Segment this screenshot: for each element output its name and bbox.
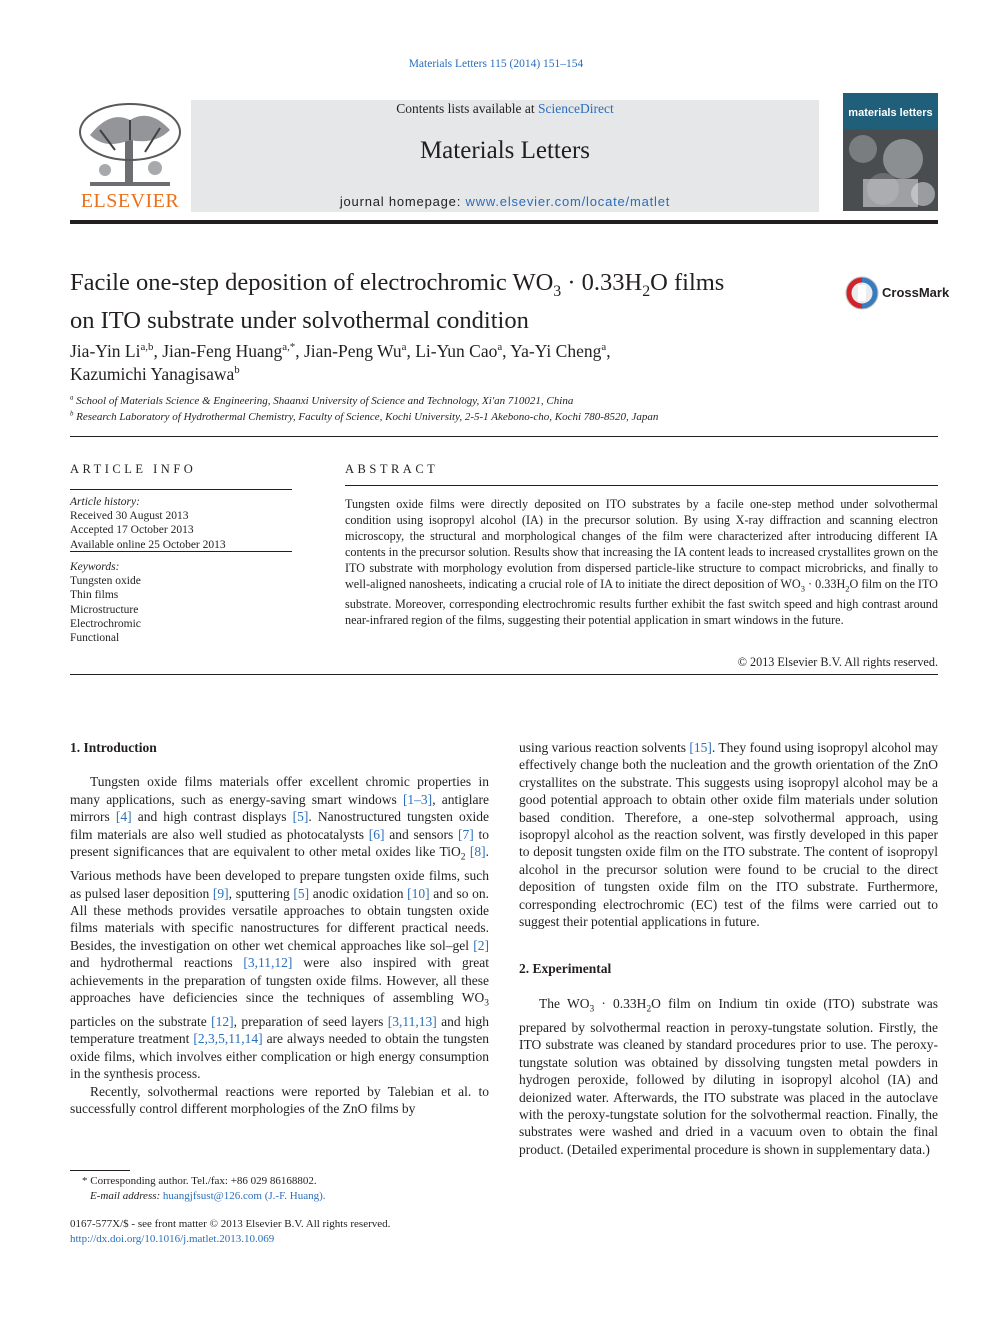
author: Kazumichi Yanagisawa$^b$ xyxy=(70,364,240,384)
keyword: Thin films xyxy=(70,589,119,602)
keywords-label: Keywords: xyxy=(70,561,120,573)
ref-link[interactable]: [9] xyxy=(212,885,229,901)
homepage-link[interactable]: www.elsevier.com/locate/matlet xyxy=(465,194,671,209)
sciencedirect-link[interactable]: ScienceDirect xyxy=(538,101,614,116)
history-item: Available online 25 October 2013 xyxy=(70,538,226,551)
affiliation: $^a$ School of Materials Science & Engineering, Shaanxi University of Science and Technology, Xi'an 710021, China xyxy=(70,394,574,407)
history-item: Accepted 17 October 2013 xyxy=(70,524,194,537)
ref-link[interactable]: [1–3] xyxy=(402,791,433,807)
author: Jian-Peng Wu$^a$ xyxy=(303,341,407,361)
keyword: Tungsten oxide xyxy=(70,575,141,588)
ref-link[interactable]: [3,11,12] xyxy=(243,955,293,971)
affiliations xyxy=(70,393,938,425)
ref-link[interactable]: [2] xyxy=(473,937,489,953)
journal-homepage: journal homepage: www.elsevier.com/locate/matlet xyxy=(339,194,671,209)
elsevier-tree-logo xyxy=(70,100,190,190)
paragraph: Recently, solvothermal reactions were reported by Talebian et al. to successfully control different morphologies of the ZnO films by xyxy=(70,1083,489,1117)
issn-line: 0167-577X/$ - see front matter © 2013 Elsevier B.V. All rights reserved. xyxy=(70,1218,391,1230)
email-link[interactable]: huangjfsust@126.com (J.-F. Huang). xyxy=(162,1190,326,1202)
article-title: Facile one-step deposition of electrochromic $WO_3 \cdot 0.33H_2O$ films on ITO substrate under solvothermal condition xyxy=(70,269,725,334)
ref-link[interactable]: [15] xyxy=(689,740,712,755)
header-rule xyxy=(70,220,938,224)
section-heading-introduction: 1. Introduction xyxy=(70,740,157,755)
ref-link[interactable]: [7] xyxy=(458,826,474,842)
article-history xyxy=(70,495,292,552)
section-heading-experimental: 2. Experimental xyxy=(519,961,612,977)
keyword: Electrochromic xyxy=(70,617,141,630)
abstract-heading: ABSTRACT xyxy=(345,462,439,476)
ref-link[interactable]: [12] xyxy=(211,1014,234,1030)
email-note: E-mail address: huangjfsust@126.com (J.-F. Huang). xyxy=(90,1190,326,1202)
journal-name: Materials Letters xyxy=(419,137,591,164)
author: Jia-Yin Li$^{a,b}$ xyxy=(70,341,154,361)
paragraph: Tungsten oxide films materials offer excellent chromic properties in many applications, such as energy-saving smart windows [1–3], antiglare mirrors [4] and high contrast displays [5]. Nanostructured tungsten oxide film materials are also well studied as photocatalysts [6] and sensors [7] to present significances that are equivalent to other metal oxides like TiO$_2$ [8]. Various methods have been developed to prepare tungsten oxide films, such as pulsed laser deposition [9], sputtering [5] anodic oxidation [10] and so on. All these methods provides versatile approaches to obtain tungsten oxide films materials with specific nanostructures for different practical needs. Besides, the investigation on other wet chemical approaches like sol–gel [2] and hydrothermal reactions [3,11,12] were also inspired with great achievements in the preparation of tungsten oxide films. However, all these approaches have deficiencies since the techniques of assembling $WO_3$ particles on the substrate [12], preparation of seed layers [3,11,13] and high temperature treatment [2,3,5,11,14] are always needed to obtain the tungsten oxide films, which involves either complication or high energy consumption in the synthesis process. xyxy=(70,774,490,1082)
abstract-text: Tungsten oxide films were directly deposited on ITO substrates by a facile one-step method under solvothermal condition using isopropyl alcohol (IA) in the precursor solution. By using X-ray diffraction and scanning electron microscopy, the structural and morphological changes of the film were characterized after introducing different IA contents in the precursor solution. Results show that increasing the IA content leads to increased crystallites grown on the ITO substrate with morphology evolution from dispersed particle-like structure to compact microbricks, and finally to well-aligned nanosheets, indicating a crucial role of IA to initiate the direct deposition of $WO_3 \cdot 0.33H_2O$ film on the ITO substrate. Moreover, corresponding electrochromic results further exhibit the fast switch speed and high contrast around near-infrared region of the films, suggesting their potential application in smart windows in the future. xyxy=(345,497,938,628)
footnote-rule xyxy=(70,1170,130,1171)
divider xyxy=(70,551,292,552)
article-info-heading: ARTICLE INFO xyxy=(70,462,197,476)
ref-link[interactable]: [4] xyxy=(115,809,132,825)
crossmark-label[interactable]: CrossMark xyxy=(882,285,950,300)
doi-link[interactable]: http://dx.doi.org/10.1016/j.matlet.2013.10.069 xyxy=(70,1233,275,1245)
right-column xyxy=(519,739,938,1158)
author: Jian-Feng Huang$^{a,*}$ xyxy=(162,341,296,361)
ref-link[interactable]: [5] xyxy=(292,809,309,825)
history-item: Received 30 August 2013 xyxy=(70,510,189,523)
elsevier-logo-text: ELSEVIER xyxy=(80,190,180,212)
history-label: Article history: xyxy=(70,496,140,508)
keyword: Functional xyxy=(70,632,120,645)
paragraph: using various reaction solvents [15]. They found using isopropyl alcohol may effectively change both the nucleation and the growth orientation of the ZnO crystallites on the substrate. This suggests using isopropyl alcohol may be a good potential approach to obtain other oxide film materials under solution based condition. Therefore, a one-step solvothermal approach, using isopropyl alcohol as the reaction solvent, was firstly developed in this paper to deposit tungsten oxide film on the ITO substrate. The content of isopropyl alcohol in the precursor solution were found to be crucial to the direct deposition of tungsten oxide film on the ITO substrate. Furthermore, corresponding electrochromic (EC) test of the films were carried out to suggest their potential applications in future. xyxy=(519,740,938,930)
divider xyxy=(345,485,938,486)
paragraph: The $WO_3 \cdot 0.33H_2O$ film on Indium tin oxide (ITO) substrate was prepared by solvothermal reaction in peroxy-tungstate solution. Firstly, the ITO substrate was cleaned by standard procedures prior to use. The peroxy-tungstate solution was obtained by dissolving tungsten metal powders in hydrogen peroxide, followed by diluting in isopropyl alcohol (IA) and deionized water. Afterwards, the ITO substrate was placed in the autoclave with the peroxy-tungstate solution for the solvothermal reaction. Finally, the substrates were washed and dried in a vacuum oven to obtain the final product. (Detailed experimental procedure is shown in supplementary data.) xyxy=(519,995,938,1157)
keywords xyxy=(70,560,292,645)
contents-line: Contents lists available at ScienceDirect xyxy=(396,101,614,116)
divider xyxy=(70,436,938,437)
ref-link[interactable]: [5] xyxy=(293,885,310,901)
cover-title: materials letters xyxy=(848,107,933,119)
crossmark-icon[interactable] xyxy=(845,276,879,310)
left-column xyxy=(70,739,489,1118)
ref-link[interactable]: [2,3,5,11,14] xyxy=(193,1031,263,1047)
ref-link[interactable]: [10] xyxy=(407,885,430,901)
divider xyxy=(70,674,938,675)
affiliation: $^b$ Research Laboratory of Hydrothermal Chemistry, Faculty of Science, Kochi University, 2-5-1 Akebono-cho, Kochi 780-8520, Japan xyxy=(70,410,659,423)
abstract-copyright: © 2013 Elsevier B.V. All rights reserved. xyxy=(737,655,938,669)
divider xyxy=(70,489,292,490)
journal-citation[interactable]: Materials Letters 115 (2014) 151–154 xyxy=(408,58,584,70)
journal-cover-image xyxy=(843,93,938,211)
keyword: Microstructure xyxy=(70,603,139,616)
corresponding-author-note: * Corresponding author. Tel./fax: +86 029 86168802. xyxy=(82,1175,317,1187)
author-list: Jia-Yin Li$^{a,b}$, Jian-Feng Huang$^{a,*}$, Jian-Peng Wu$^a$, Li-Yun Cao$^a$, Ya-Yi Cheng$^a$, Kazumichi Yanagisawa$^b$ xyxy=(70,341,611,384)
ref-link[interactable]: [3,11,13] xyxy=(387,1014,437,1030)
ref-link[interactable]: [6] xyxy=(368,826,385,842)
author: Li-Yun Cao$^a$ xyxy=(415,341,503,361)
author: Ya-Yi Cheng$^a$ xyxy=(510,341,607,361)
ref-link[interactable]: [8] xyxy=(469,844,486,860)
